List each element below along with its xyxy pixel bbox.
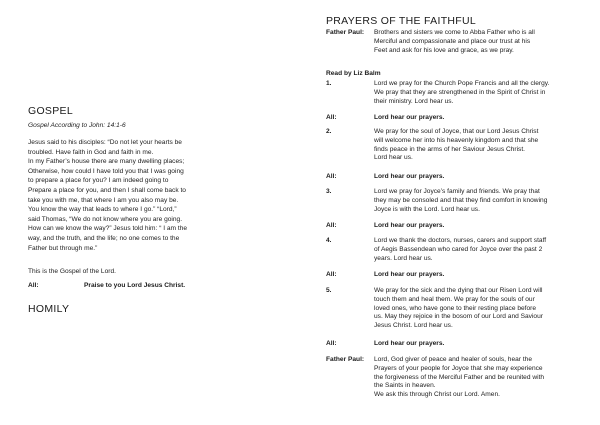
petition-3	[326, 188, 596, 214]
response-text: Lord hear our prayers.	[374, 271, 445, 278]
petition-text: Lord we pray for Joyce’s family and friends. We pray that they may be consoled and that they find comfort in knowing Joyce is with the Lord. Lord hear us.	[374, 188, 548, 213]
response-text: Lord hear our prayers.	[374, 222, 445, 229]
gospel-paragraph-1: Jesus said to his disciples: “Do not let your hearts be troubled. Have faith in God and faith in me.	[28, 139, 182, 156]
petition-number: 1.	[326, 80, 332, 87]
petition-text: Lord we pray for the Church Pope Francis and all the clergy. We pray that they are strengthened in the Spirit of Christ in their ministry. Lord hear us.	[374, 80, 550, 105]
petition-2	[326, 128, 596, 163]
response-1	[326, 114, 596, 123]
gospel-heading: GOSPEL	[28, 105, 73, 117]
reader-credit: Read by Liz Balm	[326, 70, 381, 77]
gospel-response-speaker: All:	[28, 282, 39, 289]
petition-number: 4.	[326, 237, 332, 244]
petition-text: We pray for the soul of Joyce, that our Lord Jesus Christ will welcome her into his heavenly kingdom and that she finds peace in the arms of her Saviour Jesus Christ. Lord hear us.	[374, 128, 539, 162]
petition-text: We pray for the sick and the dying that our Risen Lord will touch them and heal them. We pray for the souls of our loved ones, who have gone to their resting place before us. May they rejoice in the bosom of our Lord and Saviour Jesus Christ. Lord hear us.	[374, 287, 543, 330]
response-speaker: All:	[326, 340, 337, 347]
response-speaker: All:	[326, 222, 337, 229]
intro-row	[326, 29, 596, 55]
gospel-closing: This is the Gospel of the Lord.	[28, 268, 116, 275]
gospel-response	[28, 282, 185, 289]
homily-heading: HOMILY	[28, 303, 70, 315]
petition-number: 2.	[326, 128, 332, 135]
petition-number: 5.	[326, 287, 332, 294]
response-5	[326, 340, 596, 349]
response-speaker: All:	[326, 271, 337, 278]
response-text: Lord hear our prayers.	[374, 173, 445, 180]
response-speaker: All:	[326, 114, 337, 121]
response-text: Lord hear our prayers.	[374, 340, 445, 347]
gospel-body	[28, 138, 273, 253]
petition-4	[326, 237, 596, 263]
gospel-paragraph-2: In my Father’s house there are many dwelling places; Otherwise, how could I have told you that I was going to prepare a place for you? I am indeed going to Prepare a place for you, and then I shall come back to take you with me, that where I am you also may be. You know the way that leads to where I go.” “Lord,” said Thomas, “We do not know where you are going. How can we know the way?” Jesus told him: “ I am the way, and the truth, and the life; no one comes to the Father but through me.”	[28, 158, 188, 252]
response-speaker: All:	[326, 173, 337, 180]
closing-text: Lord, God giver of peace and healer of souls, hear the Prayers of your people for Joyce that she may experience the forgiveness of the Merciful Father and be reunited with the Saints in heaven. We ask this through Christ our Lord. Amen.	[374, 356, 545, 399]
gospel-response-text: Praise to you Lord Jesus Christ.	[84, 282, 186, 289]
gospel-reference: Gospel According to John: 14:1-6	[28, 122, 126, 129]
response-4	[326, 271, 596, 280]
response-text: Lord hear our prayers.	[374, 114, 445, 121]
closing-prayer	[326, 356, 596, 400]
petition-5	[326, 287, 596, 331]
intro-speaker: Father Paul:	[326, 29, 365, 36]
petition-number: 3.	[326, 188, 332, 195]
response-2	[326, 173, 596, 182]
petition-text: Lord we thank the doctors, nurses, carers and support staff of Aegis Bassendean who cared for Joyce over the past 2 years. Lord hear us.	[374, 237, 547, 262]
petition-1	[326, 80, 596, 106]
closing-speaker: Father Paul:	[326, 356, 365, 363]
intro-text: Brothers and sisters we come to Abba Father who is all Merciful and compassionate and place our trust at his Feet and ask for his love and grace, as we pray.	[374, 29, 535, 54]
response-3	[326, 222, 596, 231]
prayers-heading: PRAYERS OF THE FAITHFUL	[326, 15, 477, 27]
right-page	[300, 0, 600, 425]
